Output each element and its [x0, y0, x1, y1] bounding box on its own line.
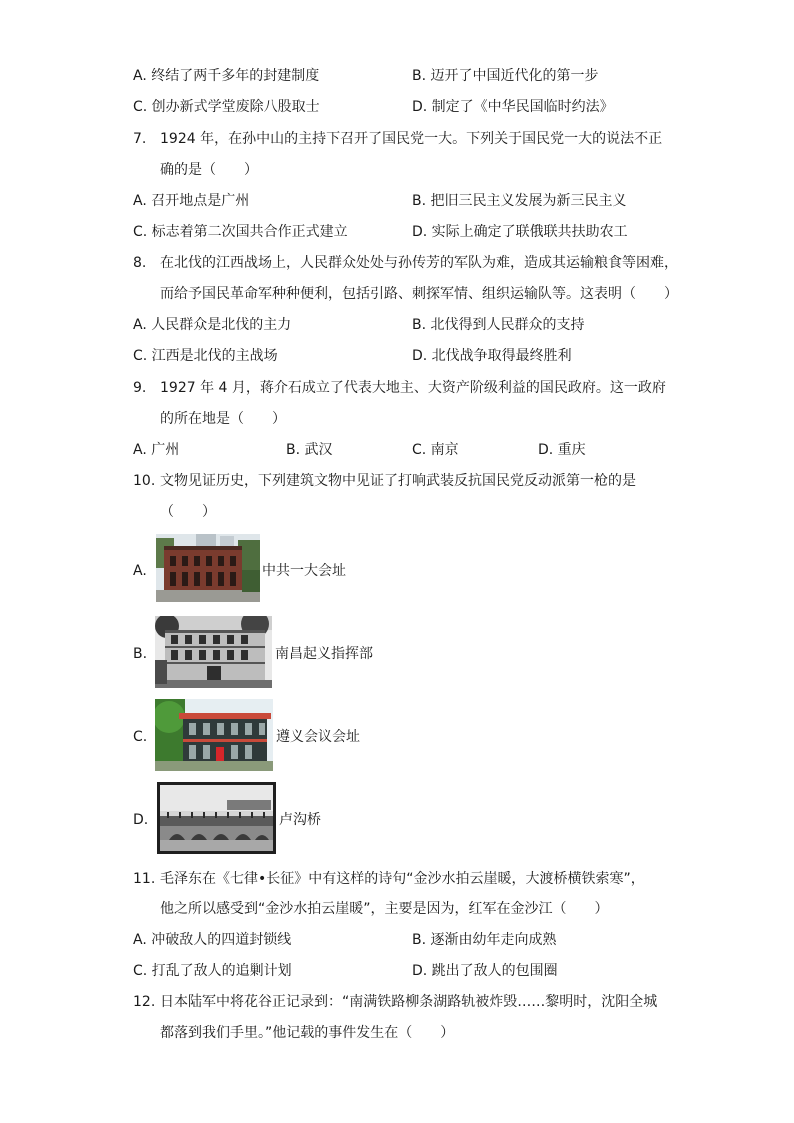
q8-stem-line2: 而给予国民革命军种种便利，包括引路、刺探军情、组织运输队等。这表明（ ） — [160, 286, 678, 302]
photo-lugou-bridge — [157, 782, 276, 854]
q10-option-b-label: B. — [133, 646, 148, 662]
q9-option-d: D. 重庆 — [538, 442, 586, 458]
q8-number: 8. — [133, 255, 147, 271]
q8-stem-line1: 在北伐的江西战场上，人民群众处处与孙传芳的军队为难，造成其运输粮食等困难， — [160, 255, 678, 271]
q11-option-d: D. 跳出了敌人的包围圈 — [412, 963, 558, 979]
q10-option-a-caption: 中共一大会址 — [262, 563, 346, 579]
q11-option-b: B. 逐渐由幼年走向成熟 — [412, 932, 557, 948]
q7-number: 7. — [133, 131, 147, 147]
q8-option-a: A. 人民群众是北伐的主力 — [133, 317, 292, 333]
q11-stem-line1: 毛泽东在《七律•长征》中有这样的诗句“金沙水拍云崖暖，大渡桥横铁索寒”， — [160, 871, 645, 887]
q7-stem-line1: 1924 年，在孙中山的主持下召开了国民党一大。下列关于国民党一大的说法不正 — [160, 131, 663, 147]
q10-stem-line2: （ ） — [160, 504, 216, 520]
photo-zunyi-meeting-site — [155, 699, 273, 771]
q12-stem-line2: 都落到我们手里。”他记载的事件发生在（ ） — [160, 1025, 455, 1041]
q10-option-a-label: A. — [133, 563, 147, 579]
q7-option-c: C. 标志着第二次国共合作正式建立 — [133, 224, 348, 240]
q9-option-c: C. 南京 — [412, 442, 459, 458]
q11-option-a: A. 冲破敌人的四道封锁线 — [133, 932, 292, 948]
q10-stem-line1: 文物见证历史，下列建筑文物中见证了打响武装反抗国民党反动派第一枪的是 — [160, 473, 636, 489]
q9-option-a: A. 广州 — [133, 442, 180, 458]
q7-stem-line2: 确的是（ ） — [160, 162, 258, 178]
q9-stem-line1: 1927 年 4 月，蒋介石成立了代表大地主、大资产阶级利益的国民政府。这一政府 — [160, 380, 666, 396]
photo-nanchang-uprising-hq — [155, 616, 272, 688]
q9-option-b: B. 武汉 — [286, 442, 333, 458]
q6-option-c: C. 创办新式学堂废除八股取士 — [133, 99, 320, 115]
q11-stem-line2: 他之所以感受到“金沙水拍云崖暖”，主要是因为，红军在金沙江（ ） — [160, 901, 609, 917]
q11-number: 11. — [133, 871, 156, 887]
q8-option-c: C. 江西是北伐的主战场 — [133, 348, 278, 364]
q12-stem-line1: 日本陆军中将花谷正记录到：“南满铁路柳条湖路轨被炸毁……黎明时，沈阳全城 — [160, 994, 658, 1010]
q7-option-a: A. 召开地点是广州 — [133, 193, 250, 209]
q10-number: 10. — [133, 473, 156, 489]
q9-number: 9. — [133, 380, 147, 396]
q12-number: 12. — [133, 994, 156, 1010]
q10-option-d-caption: 卢沟桥 — [279, 812, 321, 828]
q9-stem-line2: 的所在地是（ ） — [160, 411, 286, 427]
q8-option-d: D. 北伐战争取得最终胜利 — [412, 348, 572, 364]
q7-option-b: B. 把旧三民主义发展为新三民主义 — [412, 193, 627, 209]
q10-option-c-caption: 遵义会议会址 — [276, 729, 360, 745]
photo-first-congress-site — [156, 534, 260, 602]
q10-option-c-label: C. — [133, 729, 148, 745]
q10-option-d-label: D. — [133, 812, 149, 828]
q6-option-d: D. 制定了《中华民国临时约法》 — [412, 99, 614, 115]
q8-option-b: B. 北伐得到人民群众的支持 — [412, 317, 585, 333]
q6-option-a: A. 终结了两千多年的封建制度 — [133, 68, 320, 84]
q7-option-d: D. 实际上确定了联俄联共扶助农工 — [412, 224, 628, 240]
q6-option-b: B. 迈开了中国近代化的第一步 — [412, 68, 599, 84]
q10-option-b-caption: 南昌起义指挥部 — [275, 646, 373, 662]
q11-option-c: C. 打乱了敌人的追剿计划 — [133, 963, 292, 979]
